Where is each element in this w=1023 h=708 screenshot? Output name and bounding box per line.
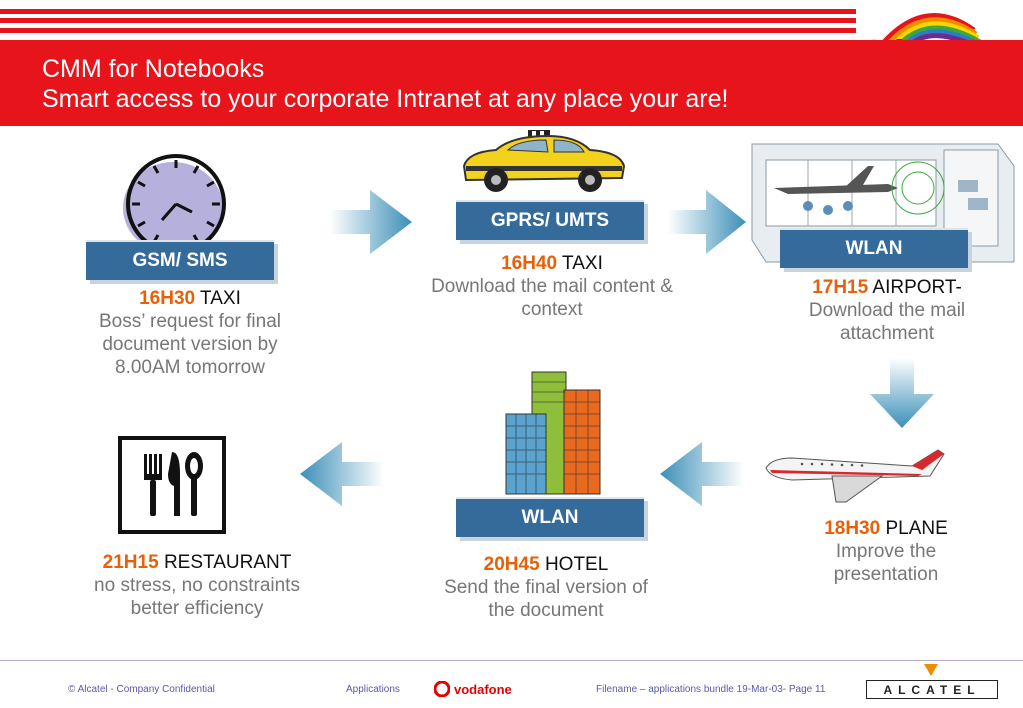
step-desc-line: better efficiency	[130, 598, 264, 619]
footer-filename: Filename – applications bundle 19-Mar-03- Page 11	[596, 684, 826, 695]
footer-section: Applications	[346, 684, 400, 695]
header-stripe	[0, 9, 856, 14]
step-hotel-2045	[392, 553, 700, 622]
vodafone-text: vodafone	[454, 681, 512, 697]
clock-icon	[118, 150, 240, 254]
gprs-umts-tag: GPRS/ UMTS	[456, 200, 644, 240]
arrow-left-icon	[660, 442, 744, 511]
step-place: HOTEL	[544, 554, 609, 575]
arrow-down-icon	[870, 358, 934, 433]
arrow-right-icon	[330, 190, 412, 259]
alcatel-logo: ALCATEL	[866, 680, 998, 699]
arrow-left-icon	[300, 442, 384, 511]
title-banner	[0, 40, 1023, 126]
step-plane-1830	[758, 517, 1014, 586]
header-stripe	[0, 18, 856, 23]
gsm-sms-tag: GSM/ SMS	[86, 240, 274, 280]
step-time: 18H30	[824, 518, 881, 539]
step-desc-line: context	[521, 299, 583, 320]
step-desc-line: document version by	[102, 334, 278, 355]
footer-divider	[0, 660, 1023, 661]
step-time: 16H40	[501, 253, 558, 274]
vodafone-logo	[434, 681, 512, 697]
wlan-airport-tag: WLAN	[780, 228, 968, 268]
step-desc-line: Download the mail content &	[431, 276, 673, 297]
footer-copyright: © Alcatel - Company Confidential	[68, 684, 215, 695]
step-restaurant-2115	[52, 551, 342, 620]
step-place: PLANE	[885, 518, 948, 539]
step-desc-line: Download the mail	[808, 300, 966, 321]
page-subtitle: Smart access to your corporate Intranet at any place your are!	[42, 85, 729, 113]
step-time: 17H15	[812, 277, 869, 298]
step-time: 21H15	[102, 552, 159, 573]
step-time: 20H45	[483, 554, 540, 575]
step-desc-line: no stress, no constraints	[94, 575, 300, 596]
step-place: TAXI	[562, 253, 603, 274]
step-time: 16H30	[139, 288, 196, 309]
taxi-icon	[456, 128, 628, 194]
step-place: AIRPORT-	[872, 277, 962, 298]
step-desc-line: presentation	[833, 564, 939, 585]
step-desc-line: 8.00AM tomorrow	[115, 357, 265, 378]
step-desc-line: Send the final version of	[444, 577, 648, 598]
airplane-icon	[762, 446, 946, 506]
wlan-hotel-tag: WLAN	[456, 497, 644, 537]
arrow-right-icon	[668, 190, 746, 259]
step-place: TAXI	[200, 288, 241, 309]
step-taxi-1630	[40, 287, 340, 379]
step-place: RESTAURANT	[163, 552, 292, 573]
hotel-buildings-icon	[500, 368, 604, 496]
step-desc-line: the document	[488, 600, 604, 621]
step-taxi-1640	[388, 252, 716, 321]
restaurant-cutlery-icon	[118, 436, 226, 534]
step-airport-1715	[752, 276, 1022, 345]
header-stripe	[0, 28, 856, 33]
step-desc-line: Improve the	[835, 541, 937, 562]
vodafone-icon	[434, 681, 450, 697]
step-desc-line: Boss’ request for final	[99, 311, 281, 332]
step-desc-line: attachment	[840, 323, 934, 344]
triangle-marker-icon	[924, 663, 938, 681]
page-title: CMM for Notebooks	[42, 55, 265, 83]
